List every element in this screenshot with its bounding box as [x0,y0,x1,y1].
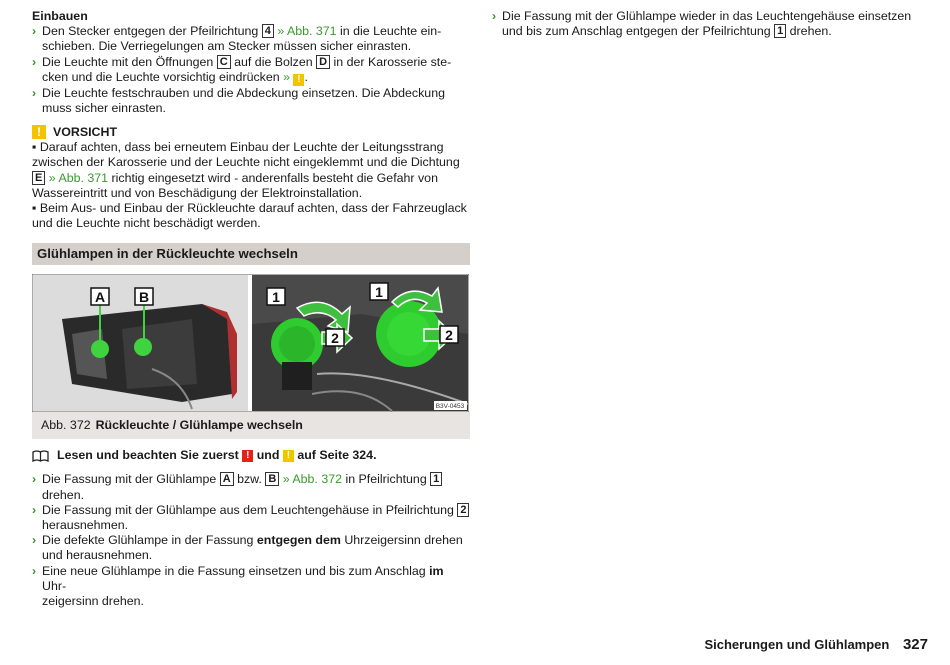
callout-2-left: 2 [331,330,339,347]
warning-icon: ! [242,450,253,462]
caution-header [32,124,470,140]
figure-taillight [32,274,469,412]
figure-code: B3V-0453 [435,403,465,411]
right-column [492,9,912,39]
install-heading: Einbauen [32,9,88,23]
bulb-steps [32,472,470,609]
label-box: D [316,55,330,69]
bulb-step-2: › Die Fassung mit der Glühlampe aus dem Leuchtengehäuse in Pfeilrichtung 2 herausnehmen. [32,503,470,533]
label-box: 4 [262,24,274,38]
install-step-3: › Die Leuchte festschrauben und die Abdeckung einsetzen. Die Abdeckung muss sicher einrasten. [32,85,445,116]
label-box: 1 [774,24,786,38]
page-number: 327 [902,636,928,653]
bulb-step-5: › Die Fassung mit der Glühlampe wieder in das Leuchtengehäuse einsetzen und bis zum Anschlag entgegen der Pfeilrichtung 1 drehen. [492,9,912,39]
arrow-icon: › [32,563,37,578]
taillight-illustration [32,274,469,412]
label-box: B [265,472,279,486]
caution-icon: ! [293,74,304,86]
page-link[interactable]: auf Seite 324. [297,448,377,463]
callout-b: B [138,289,150,306]
bulb-step-3: › Die defekte Glühlampe in der Fassung entgegen dem Uhrzeigersinn drehen und herausnehmen. [32,533,463,563]
arrow-icon: › [32,54,37,69]
callout-1-right: 1 [375,284,383,301]
arrow-icon: › [492,9,497,23]
install-step-1: › Den Stecker entgegen der Pfeilrichtung 4 » Abb. 371 in die Leuchte ein- schieben. Die Verriegelungen am Stecker müssen sicher einrasten. [32,24,442,54]
label-box: 1 [430,472,442,486]
caution-title: VORSICHT [53,125,118,140]
arrow-icon: › [32,85,37,100]
install-step-2: › Die Leuchte mit den Öffnungen C auf die Bolzen D in der Karosserie ste- cken und die Leuchte vorsichtig eindrücken » ! . [32,54,452,85]
label-box: A [220,472,234,486]
figure-link[interactable]: » Abb. 372 [282,472,342,487]
caution-body: ▪ Darauf achten, dass bei erneutem Einbau der Leuchte der Leitungsstrang zwischen der Karosserie und der Leuchte nicht eingeklemmt und die Dichtung E » Abb. 371 richtig eingesetzt wird - anderenfalls besteht die Gefahr von Wassereintritt und von Beschädigung der Elektroinstallation. ▪ Beim Aus- und Einbau der Rückleuchte darauf achten, dass der Fahrzeuglack und die Leuchte nicht beschädigt werden. [32,140,467,231]
callout-1-left: 1 [272,289,280,306]
section-title: Glühlampen in der Rückleuchte wechseln [32,243,470,265]
page-footer [704,636,928,653]
figure-link[interactable]: » Abb. 371 [48,170,109,185]
label-box: E [32,171,45,185]
label-box: C [217,55,231,69]
callout-2-right: 2 [445,327,453,344]
left-column [32,9,470,609]
figure-link[interactable]: » [283,69,290,84]
bulb-step-4: › Eine neue Glühlampe in die Fassung einsetzen und bis zum Anschlag im Uhr- zeigersinn drehen. [32,563,444,609]
figure-link[interactable]: » Abb. 371 [277,24,337,39]
caution-icon: ! [32,125,46,139]
arrow-icon: › [32,502,37,517]
caution-icon: ! [283,450,294,462]
figure-caption: Abb. 372 Rückleuchte / Glühlampe wechseln [32,412,470,439]
bulb-step-1: › Die Fassung mit der Glühlampe A bzw. B » Abb. 372 in Pfeilrichtung 1 drehen. [32,472,470,502]
arrow-icon: › [32,533,37,548]
footer-section: Sicherungen und Glühlampen [704,637,890,652]
arrow-icon: › [32,24,37,39]
book-icon [32,450,49,462]
arrow-icon: › [32,472,37,487]
label-box: 2 [457,503,469,517]
callout-a: A [94,289,106,306]
read-first-note: Lesen und beachten Sie zuerst ! und ! auf Seite 324. [32,448,470,463]
